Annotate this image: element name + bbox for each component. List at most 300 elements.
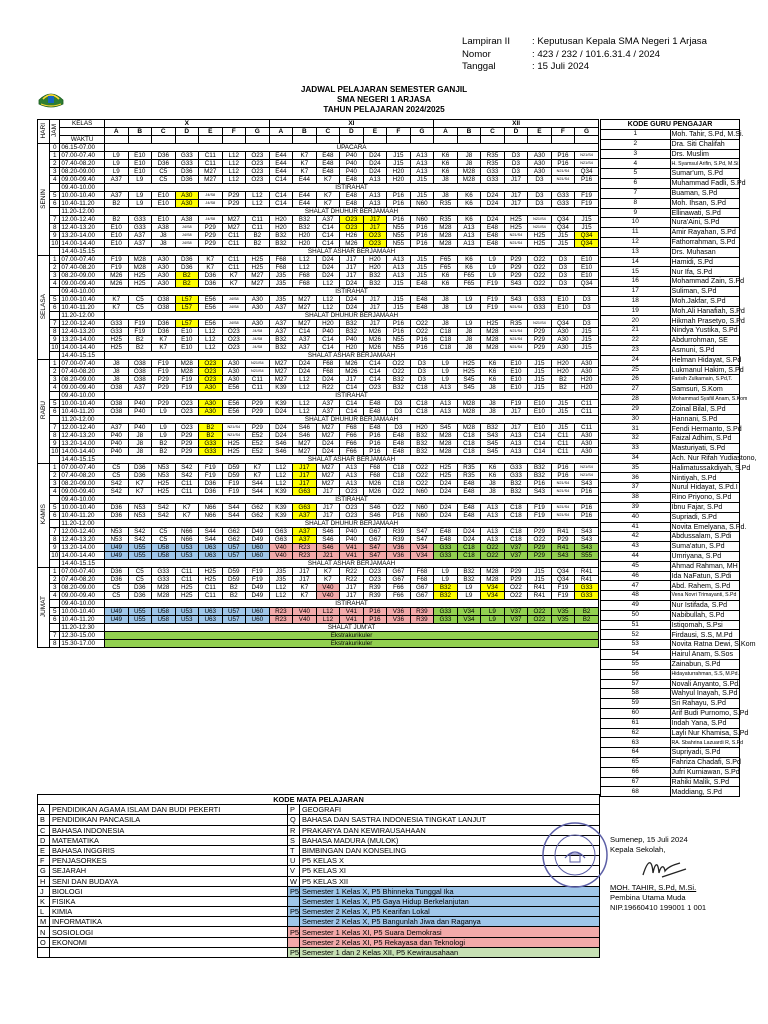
- schedule-cell: J17: [504, 408, 528, 416]
- schedule-cell: O22: [410, 328, 434, 336]
- schedule-cell: O38: [128, 376, 152, 384]
- teacher-name: Hairul Anam, S.Sos: [670, 650, 740, 660]
- schedule-cell: G33: [504, 472, 528, 480]
- schedule-cell: F19: [528, 512, 552, 520]
- schedule-cell: D36: [175, 256, 199, 264]
- teacher-name: Nabibullah, S.Pd: [670, 610, 740, 620]
- schedule-cell: M26: [363, 488, 387, 496]
- schedule-cell: P16: [363, 440, 387, 448]
- jam-label: JAM: [51, 124, 59, 137]
- schedule-cell: P29: [246, 408, 270, 416]
- schedule-cell: M27: [222, 224, 246, 232]
- schedule-cell: P40: [128, 424, 152, 432]
- schedule-cell: D24: [293, 368, 317, 376]
- schedule-cell: D49: [246, 528, 270, 536]
- schedule-cell: M26: [363, 336, 387, 344]
- schedule-cell: D24: [340, 296, 364, 304]
- schedule-cell: B32: [434, 592, 458, 600]
- school-stamp-icon: [540, 820, 610, 890]
- schedule-cell: P16: [387, 512, 411, 520]
- schedule-cell: G33: [551, 192, 575, 200]
- schedule-cell: N21/S4: [222, 424, 246, 432]
- jam-header: [50, 120, 60, 144]
- subject-name: BAHASA DAN SASTRA INDONESIA TINGKAT LANJUT: [300, 815, 600, 825]
- schedule-cell: C11: [199, 592, 223, 600]
- schedule-cell: E48: [340, 200, 364, 208]
- waktu-cell: 15.30-17.00: [60, 640, 105, 648]
- teacher-name: Nindya Yustika, S.Pd: [671, 326, 738, 335]
- break-row: SHALAT ASHAR BERJAMAAH: [105, 352, 599, 360]
- schedule-cell: J17: [363, 216, 387, 224]
- schedule-cell: K7: [316, 200, 340, 208]
- waktu-cell: 12.40-13.20: [60, 328, 105, 336]
- schedule-cell: L12: [316, 304, 340, 312]
- grade-header: XII: [434, 120, 599, 128]
- schedule-cell: J4/S8: [175, 240, 199, 248]
- schedule-cell: C18: [410, 408, 434, 416]
- schedule-cell: P29: [246, 424, 270, 432]
- schedule-cell: L57: [175, 304, 199, 312]
- schedule-cell: C14: [316, 336, 340, 344]
- teacher-number: 9: [601, 208, 671, 218]
- waktu-cell: 09.00-09.40: [60, 176, 105, 184]
- schedule-cell: M28: [481, 328, 505, 336]
- schedule-cell: J15: [575, 224, 599, 232]
- schedule-cell: V41: [340, 544, 364, 552]
- schedule-cell: J8: [457, 160, 481, 168]
- schedule-cell: O22: [410, 464, 434, 472]
- waktu-cell: 11.20-12.00: [60, 208, 105, 216]
- schedule-cell: D24: [340, 280, 364, 288]
- subject-name: SOSIOLOGI: [50, 927, 288, 937]
- schedule-cell: V34: [457, 616, 481, 624]
- break-row: SHALAT DHUHUR BERJAMAAH: [105, 208, 599, 216]
- teacher-number: 11: [601, 228, 671, 238]
- class-blank: [199, 136, 223, 144]
- schedule-cell: B32: [269, 344, 293, 352]
- schedule-cell: G33: [105, 320, 129, 328]
- schedule-cell: F68: [316, 368, 340, 376]
- schedule-cell: J15: [551, 240, 575, 248]
- class-letter-header: D: [175, 128, 199, 136]
- schedule-cell: H20: [551, 368, 575, 376]
- schedule-cell: S43: [575, 480, 599, 488]
- schedule-cell: S44: [199, 528, 223, 536]
- schedule-cell: O23: [340, 488, 364, 496]
- teacher-number: 6: [601, 179, 671, 189]
- schedule-cell: H25: [199, 576, 223, 584]
- jam-cell: 1: [50, 152, 60, 160]
- teacher-number: 16: [601, 277, 671, 287]
- schedule-cell: N60: [410, 512, 434, 520]
- schedule-cell: L9: [481, 256, 505, 264]
- schedule-cell: B32: [504, 488, 528, 496]
- class-letter-header: F: [387, 128, 411, 136]
- schedule-cell: D36: [199, 480, 223, 488]
- schedule-cell: L12: [199, 328, 223, 336]
- teacher-name: Hamidi, S.Pd: [670, 257, 740, 267]
- schedule-cell: L9: [457, 592, 481, 600]
- jam-cell: 10: [51, 240, 59, 247]
- class-blank: [457, 136, 481, 144]
- schedule-cell: E44: [269, 152, 293, 160]
- schedule-cell: K6: [457, 200, 481, 208]
- schedule-cell: O38: [152, 304, 176, 312]
- subject-name: Semester 1 Kelas X, P5 Gaya Hidup Berkelanjutan: [300, 896, 600, 906]
- schedule-cell: P29: [504, 568, 528, 576]
- teacher-number: 64: [601, 748, 671, 758]
- subject-code: M: [38, 917, 50, 927]
- schedule-cell: C11: [551, 448, 575, 456]
- subject-name: BAHASA INDONESIA: [50, 825, 288, 835]
- schedule-cell: K7: [128, 488, 152, 496]
- schedule-cell: F68: [293, 280, 317, 288]
- schedule-cell: O22: [410, 480, 434, 488]
- jam-cell: [50, 416, 60, 424]
- schedule-cell: H20: [293, 232, 317, 240]
- subject-name: INFORMATIKA: [50, 917, 288, 927]
- schedule-cell: P29: [246, 400, 270, 408]
- schedule-cell: L12: [316, 280, 340, 288]
- schedule-cell: K6: [457, 256, 481, 264]
- schedule-cell: C14: [363, 360, 387, 368]
- grade-header: XI: [269, 120, 434, 128]
- schedule-cell: G67: [387, 568, 411, 576]
- schedule-cell: J15: [528, 568, 552, 576]
- schedule-cell: O22: [528, 272, 552, 280]
- subject-code: P5: [288, 947, 300, 957]
- schedule-cell: V40: [316, 584, 340, 592]
- teacher-number: 66: [601, 767, 671, 777]
- schedule-cell: B32: [363, 280, 387, 288]
- schedule-cell: E10: [504, 384, 528, 392]
- schedule-cell: E56: [199, 296, 223, 304]
- sign-role: Kepala Sekolah,: [610, 845, 666, 854]
- schedule-cell: M28: [457, 176, 481, 184]
- schedule-cell: U60: [246, 608, 270, 616]
- schedule-cell: V34: [457, 608, 481, 616]
- schedule-cell: C11: [551, 440, 575, 448]
- schedule-cell: O22: [387, 368, 411, 376]
- schedule-cell: E48: [363, 408, 387, 416]
- schedule-cell: G33: [551, 200, 575, 208]
- schedule-cell: N21/S4: [551, 488, 575, 496]
- schedule-cell: L9: [105, 152, 129, 160]
- schedule-cell: O23: [246, 176, 270, 184]
- schedule-cell: A30: [152, 272, 176, 280]
- class-letter-header: B: [293, 128, 317, 136]
- schedule-cell: L12: [293, 384, 317, 392]
- schedule-cell: J17: [316, 488, 340, 496]
- schedule-cell: S47: [410, 528, 434, 536]
- teacher-name: Moh.Ali Hanafiah, S.Pd: [671, 306, 745, 315]
- schedule-cell: G63: [269, 528, 293, 536]
- class-blank: [575, 136, 599, 144]
- teacher-name: Moh.Jakfar, S.Pd: [670, 296, 740, 306]
- teacher-name: Fathorrahman, S.Pd: [670, 237, 740, 247]
- schedule-cell: V37: [504, 616, 528, 624]
- schedule-cell: E44: [269, 160, 293, 168]
- schedule-cell: M28: [457, 168, 481, 176]
- schedule-cell: E10: [575, 256, 599, 264]
- teacher-number: 65: [601, 758, 671, 768]
- schedule-cell: J15: [387, 304, 411, 312]
- schedule-cell: E10: [105, 232, 129, 240]
- subject-code: S: [288, 835, 300, 845]
- schedule-cell: F19: [199, 464, 223, 472]
- schedule-cell: H25: [175, 584, 199, 592]
- schedule-cell: K7: [105, 304, 129, 312]
- schedule-cell: S47: [363, 544, 387, 552]
- schedule-cell: A30: [222, 376, 246, 384]
- schedule-cell: J17: [363, 296, 387, 304]
- schedule-cell: V40: [269, 544, 293, 552]
- schedule-cell: S45: [481, 440, 505, 448]
- schedule-cell: R35: [434, 200, 458, 208]
- schedule-cell: U49: [105, 616, 129, 624]
- teacher-name: Zainabun, S.Pd: [670, 659, 740, 669]
- subject-code: V: [288, 866, 300, 876]
- schedule-cell: D24: [269, 424, 293, 432]
- schedule-cell: D24: [363, 152, 387, 160]
- schedule-cell: D3: [410, 376, 434, 384]
- schedule-cell: J8: [457, 344, 481, 352]
- teacher-name: Hannani, S.Pd: [670, 414, 740, 424]
- schedule-cell: H20: [387, 176, 411, 184]
- schedule-cell: C5: [152, 168, 176, 176]
- schedule-cell: A13: [457, 232, 481, 240]
- schedule-cell: V35: [551, 608, 575, 616]
- waktu-cell: 12.00-12.40: [60, 424, 105, 432]
- schedule-cell: U63: [199, 552, 223, 560]
- schedule-cell: S45: [457, 376, 481, 384]
- schedule-cell: D24: [316, 272, 340, 280]
- schedule-cell: S43: [551, 552, 575, 560]
- schedule-cell: V41: [340, 608, 364, 616]
- schedule-cell: E48: [481, 240, 505, 248]
- schedule-cell: L12: [269, 584, 293, 592]
- schedule-cell: F66: [387, 584, 411, 592]
- break-row: ISTIRAHAT: [105, 496, 599, 504]
- schedule-cell: F19: [551, 584, 575, 592]
- schedule-cell: E44: [293, 192, 317, 200]
- schedule-cell: E48: [363, 400, 387, 408]
- schedule-cell: A37: [293, 528, 317, 536]
- teacher-number: 33: [601, 444, 671, 454]
- schedule-cell: P29: [504, 272, 528, 280]
- schedule-cell: R35: [481, 152, 505, 160]
- subject-code: H: [38, 876, 50, 886]
- schedule-cell: P16: [363, 616, 387, 624]
- schedule-cell: A30: [152, 256, 176, 264]
- schedule-cell: Q34: [551, 216, 575, 224]
- schedule-cell: S43: [528, 488, 552, 496]
- schedule-cell: N53: [152, 464, 176, 472]
- schedule-cell: S47: [410, 536, 434, 544]
- hari-label: HARI: [40, 122, 48, 139]
- schedule-cell: E48: [481, 232, 505, 240]
- schedule-cell: O22: [481, 552, 505, 560]
- teacher-name: Abdurrohman, SE: [670, 336, 740, 346]
- class-letter-header: G: [410, 128, 434, 136]
- schedule-cell: O22: [528, 256, 552, 264]
- schedule-cell: S44: [246, 480, 270, 488]
- schedule-cell: L9: [481, 616, 505, 624]
- schedule-cell: N21/S4: [504, 304, 528, 312]
- teacher-name: Moh. Ihsan, S.Pd: [670, 198, 740, 208]
- schedule-cell: E48: [457, 488, 481, 496]
- subject-name: Semester 2 Kelas XI, P5 Rekayasa dan Teknologi: [300, 937, 600, 947]
- schedule-cell: A13: [504, 432, 528, 440]
- jam-cell: 9: [50, 440, 60, 448]
- schedule-cell: M28: [481, 344, 505, 352]
- jam-cell: 0: [50, 144, 60, 152]
- waktu-cell: 07.40-08.20: [60, 576, 105, 584]
- jam-cell: [50, 496, 60, 504]
- schedule-cell: R39: [387, 528, 411, 536]
- teacher-name: Samsuri, S.Kom: [670, 385, 740, 395]
- schedule-cell: H20: [551, 360, 575, 368]
- schedule-cell: C14: [269, 200, 293, 208]
- schedule-cell: D36: [152, 328, 176, 336]
- schedule-cell: O22: [528, 264, 552, 272]
- schedule-cell: H26: [340, 232, 364, 240]
- schedule-cell: P16: [575, 488, 599, 496]
- break-row: ISTIRAHAT: [105, 600, 599, 608]
- schedule-cell: H25: [152, 488, 176, 496]
- class-letter-header: C: [152, 128, 176, 136]
- teacher-name: Abdussalam, S.Pdi: [670, 532, 740, 542]
- schedule-cell: B32: [269, 336, 293, 344]
- schedule-cell: A38: [152, 224, 176, 232]
- schedule-cell: E52: [246, 448, 270, 456]
- teacher-name: Suliman, S.Pd: [670, 287, 740, 297]
- schedule-cell: J8: [434, 296, 458, 304]
- schedule-cell: O22: [481, 544, 505, 552]
- schedule-cell: L9: [457, 296, 481, 304]
- schedule-cell: S42: [152, 512, 176, 520]
- jam-cell: 1: [50, 256, 60, 264]
- schedule-cell: R23: [293, 552, 317, 560]
- teacher-name: Mohammad Zain, S.Pd: [671, 277, 745, 286]
- waktu-cell: 08.20-09.00: [60, 376, 105, 384]
- schedule-cell: G62: [246, 512, 270, 520]
- teacher-name: Firdausi, S.S, M.Pd: [670, 630, 740, 640]
- schedule-cell: E10: [575, 264, 599, 272]
- schedule-cell: J8: [457, 336, 481, 344]
- schedule-cell: F19: [105, 264, 129, 272]
- jam-cell: 3: [50, 584, 60, 592]
- schedule-cell: O22: [387, 488, 411, 496]
- schedule-cell: D49: [246, 592, 270, 600]
- schedule-cell: A37: [293, 336, 317, 344]
- schedule-cell: O22: [504, 584, 528, 592]
- schedule-cell: M27: [222, 216, 246, 224]
- schedule-cell: J17: [504, 192, 528, 200]
- schedule-cell: J4/S8: [246, 336, 270, 344]
- teacher-number: 24: [601, 355, 671, 365]
- schedule-cell: P16: [551, 472, 575, 480]
- schedule-cell: J8: [434, 320, 458, 328]
- schedule-cell: D3: [551, 280, 575, 288]
- break-row: Ekstrakurikuler: [105, 640, 599, 648]
- schedule-cell: U49: [105, 552, 129, 560]
- schedule-cell: G33: [481, 176, 505, 184]
- schedule-cell: H20: [269, 216, 293, 224]
- schedule-cell: J17: [363, 304, 387, 312]
- teacher-name: Novali Anyanto, S.Pd.: [671, 679, 741, 688]
- schedule-cell: C5: [128, 568, 152, 576]
- jam-cell: 7: [50, 320, 60, 328]
- schedule-cell: N21/S4: [504, 240, 528, 248]
- schedule-cell: C18: [387, 480, 411, 488]
- schedule-cell: J15: [387, 296, 411, 304]
- schedule-cell: G67: [387, 576, 411, 584]
- waktu-cell: 08.20-09.00: [60, 480, 105, 488]
- schedule-cell: U53: [175, 608, 199, 616]
- subject-name: SENI DAN BUDAYA: [50, 876, 288, 886]
- teacher-name: Ellinawati, S.Pd: [670, 208, 740, 218]
- teacher-name: Wahyul Inayah, S.Pd: [670, 689, 740, 699]
- nomor-label: Nomor: [462, 48, 491, 60]
- schedule-cell: O22: [387, 504, 411, 512]
- schedule-cell: C14: [340, 400, 364, 408]
- schedule-cell: J17: [316, 512, 340, 520]
- schedule-cell: P29: [504, 576, 528, 584]
- schedule-cell: P29: [199, 232, 223, 240]
- schedule-cell: S43: [481, 432, 505, 440]
- schedule-cell: S46: [316, 536, 340, 544]
- jam-cell: 6: [50, 200, 60, 208]
- teacher-number: 54: [601, 650, 671, 660]
- schedule-cell: F68: [410, 568, 434, 576]
- schedule-cell: J15: [575, 336, 599, 344]
- schedule-cell: L12: [269, 480, 293, 488]
- schedule-cell: D24: [316, 376, 340, 384]
- schedule-cell: E10: [175, 328, 199, 336]
- schedule-cell: E44: [293, 200, 317, 208]
- jam-cell: 5: [50, 608, 60, 616]
- schedule-cell: C14: [316, 224, 340, 232]
- schedule-cell: L12: [269, 464, 293, 472]
- subject-code: F: [38, 856, 50, 866]
- jam-cell: 6: [50, 408, 60, 416]
- schedule-cell: A37: [293, 512, 317, 520]
- schedule-cell: A13: [410, 160, 434, 168]
- break-row: SHALAT JUM'AT: [105, 624, 599, 632]
- day-name: RABU: [40, 401, 48, 420]
- schedule-cell: D24: [434, 488, 458, 496]
- schedule-cell: A13: [434, 384, 458, 392]
- schedule-cell: L9: [457, 584, 481, 592]
- schedule-cell: N21/S4: [504, 328, 528, 336]
- schedule-cell: G33: [575, 592, 599, 600]
- class-blank: [363, 136, 387, 144]
- schedule-cell: H20: [387, 168, 411, 176]
- schedule-cell: P16: [410, 240, 434, 248]
- schedule-cell: N21/S4: [551, 512, 575, 520]
- schedule-cell: A30: [528, 168, 552, 176]
- schedule-cell: N66: [199, 512, 223, 520]
- schedule-cell: N21/S4: [528, 320, 552, 328]
- schedule-cell: J15: [387, 280, 411, 288]
- teacher-number: 22: [601, 336, 671, 346]
- schedule-cell: F19: [246, 576, 270, 584]
- lampiran-label: Lampiran II: [462, 36, 510, 47]
- schedule-cell: J8: [128, 432, 152, 440]
- schedule-cell: E10: [504, 376, 528, 384]
- schedule-cell: P16: [387, 320, 411, 328]
